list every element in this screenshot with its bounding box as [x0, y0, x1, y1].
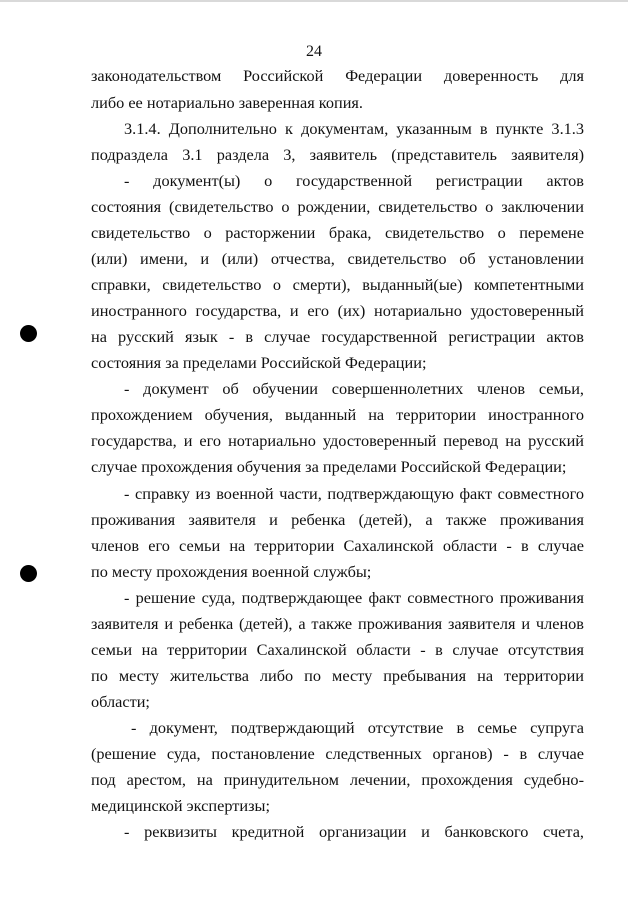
text-line: по месту прохождения военной службы; — [91, 562, 372, 581]
text-line: подраздела 3.1 раздела 3, заявитель (представитель заявителя) — [91, 145, 584, 164]
text-line: 3.1.4. Дополнительно к документам, указанным в пункте 3.1.3 — [124, 119, 584, 138]
page-number: 24 — [306, 43, 322, 60]
text-line: случае прохождения обучения за пределами Российской Федерации; — [91, 457, 567, 476]
text-line: по месту жительства либо по месту пребывания на территории — [91, 666, 584, 685]
text-line: заявителя и ребенка (детей), а также проживания заявителя и членов — [91, 614, 584, 633]
text-line: - документ об обучении совершеннолетних членов семьи, — [124, 379, 584, 398]
text-line: либо ее нотариально заверенная копия. — [91, 93, 363, 112]
text-line: государства, и его нотариально удостоверенный перевод на русский — [91, 431, 584, 450]
text-line: области; — [91, 692, 150, 711]
text-line: - документ, подтверждающий отсутствие в семье супруга — [131, 718, 584, 737]
text-line: (решение суда, постановление следственных органов) - в случае — [91, 744, 584, 763]
text-line: - реквизиты кредитной организации и банковского счета, — [124, 822, 584, 841]
top-edge-rule — [0, 0, 628, 2]
punch-hole-mark — [20, 325, 37, 342]
text-line: законодательством Российской Федерации доверенность для — [91, 66, 584, 85]
punch-hole-mark — [20, 565, 37, 582]
text-line: состояния (свидетельство о рождении, свидетельство о заключении — [91, 197, 584, 216]
text-line: медицинской экспертизы; — [91, 796, 270, 815]
text-line: справки, свидетельство о смерти), выданный(ые) компетентными — [91, 275, 584, 294]
text-line: семьи на территории Сахалинской области - в случае отсутствия — [91, 640, 584, 659]
text-line: (или) имени, и (или) отчества, свидетельство об установлении — [91, 249, 584, 268]
text-line: на русский язык - в случае государственной регистрации актов — [91, 327, 584, 346]
text-line: под арестом, на принудительном лечении, прохождения судебно- — [91, 770, 584, 789]
text-line: членов его семьи на территории Сахалинской области - в случае — [91, 536, 584, 555]
text-line: проживания заявителя и ребенка (детей), а также проживания — [91, 510, 584, 529]
text-line: - документ(ы) о государственной регистрации актов — [124, 171, 584, 190]
text-line: состояния за пределами Российской Федерации; — [91, 353, 427, 372]
text-line: - справку из военной части, подтверждающую факт совместного — [124, 484, 584, 503]
text-line: прохождением обучения, выданный на территории иностранного — [91, 405, 584, 424]
text-line: иностранного государства, и его (их) нотариально удостоверенный — [91, 301, 584, 320]
text-line: - решение суда, подтверждающее факт совместного проживания — [124, 588, 584, 607]
text-line: свидетельство о расторжении брака, свидетельство о перемене — [91, 223, 584, 242]
